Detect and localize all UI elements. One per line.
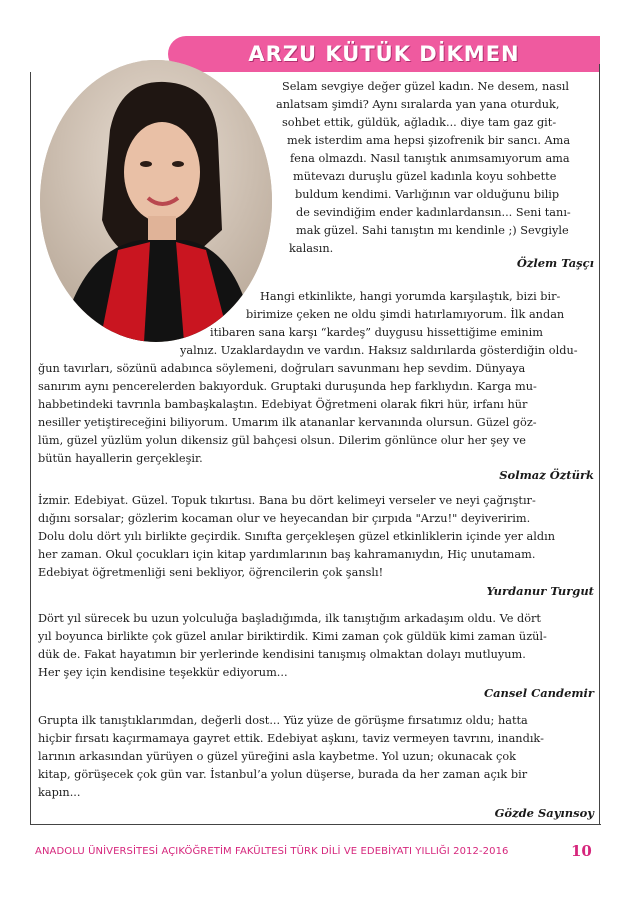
entry-line: sohbet ettik, güldük, ağladık... diye tam gaz git-: [282, 116, 557, 129]
entry-line: Dolu dolu dört yılı birlikte geçirdik. Sınıfta gerçekleşen güzel etkinliklerin içinde yer aldın: [38, 530, 556, 543]
entry-line: anlatsam şimdi? Aynı sıralarda yan yana oturduk,: [276, 98, 560, 111]
entry-line: kalasın.: [289, 242, 334, 255]
entry-line: kitap, görüşecek çok gün var. İstanbul’a yolun düşerse, burada da her zaman açık bir: [38, 768, 528, 781]
entry-line: dük de. Fakat hayatımın bir yerlerinde kendisini tanışmış olmaktan dolayı mutluyum.: [38, 648, 526, 661]
title-banner: [168, 36, 600, 72]
entry-line: habbetindeki tavrınla bambaşkalaştın. Edebiyat Öğretmeni olarak fikri hür, irfanı hür: [38, 398, 528, 411]
entry-line: mek isterdim ama hepsi şizofrenik bir sancı. Ama: [287, 134, 571, 147]
entry-line: bütün hayallerin gerçekleşir.: [38, 452, 203, 465]
entry-line: birimize çeken ne oldu şimdi hatırlamıyorum. İlk andan: [246, 308, 565, 321]
entry-line: yalnız. Uzaklardaydın ve vardın. Haksız saldırılarda gösterdiğin oldu-: [180, 344, 578, 357]
entry-line: Edebiyat öğretmenliği seni bekliyor, öğrencilerin çok şanslı!: [38, 566, 384, 579]
entry-line: İzmir. Edebiyat. Güzel. Topuk tıkırtısı. Bana bu dört kelimeyi verseler ve neyi çağrıştır-: [38, 494, 536, 507]
entry-5-text: [38, 712, 596, 802]
entry-line: larının arkasından yürüyen o güzel yüreğini asla kaybetme. Yol uzun; okunacak çok: [38, 750, 516, 763]
entry-line: sanırım aynı pencerelerden bakıyorduk. Gruptaki duruşunda hep farklıydın. Karga mu-: [38, 380, 537, 393]
entry-line: Selam sevgiye değer güzel kadın. Ne desem, nasıl: [282, 80, 569, 93]
entry-line: mütevazı duruşlu güzel kadınla koyu sohbette: [293, 170, 557, 183]
entry-1-author: Özlem Taşçı: [516, 256, 594, 270]
entry-line: Dört yıl sürecek bu uzun yolculuğa başladığımda, ilk tanıştığım arkadaşım oldu. Ve dört: [38, 612, 541, 625]
entry-line: itibaren sana karşı “kardeş” duygusu hissettiğime eminim: [210, 326, 544, 339]
entry-4-author: Cansel Candemir: [483, 686, 594, 700]
entry-line: her zaman. Okul çocukları için kitap yardımlarının baş kahramanıydın, Hiç unutamam.: [38, 548, 536, 561]
entry-line: Grupta ilk tanıştıklarımdan, değerli dost... Yüz yüze de görüşme fırsatımız oldu; hatta: [38, 714, 528, 727]
entry-line: Her şey için kendisine teşekkür ediyorum...: [38, 666, 288, 679]
entry-line: mak güzel. Sahi tanıştın mı kendinle ;) Sevgiyle: [296, 224, 569, 237]
entry-line: yıl boyunca birlikte çok güzel anılar biriktirdik. Kimi zaman çok güldük kimi zaman üzül-: [38, 630, 547, 643]
entry-line: Hangi etkinlikte, hangi yorumda karşılaştık, bizi bir-: [260, 290, 561, 303]
footer-text: ANADOLU ÜNİVERSİTESİ AÇIKÖĞRETİM FAKÜLTESİ TÜRK DİLİ VE EDEBİYATI YILLIĞI 2012-2016: [35, 846, 509, 857]
entry-line: fena olmazdı. Nasıl tanıştık anımsamıyorum ama: [290, 152, 570, 165]
entry-5-author: Gözde Sayınsoy: [494, 806, 594, 820]
page-title: ARZU KÜTÜK DİKMEN: [248, 42, 520, 66]
entry-2-text: [38, 288, 596, 468]
entry-1-text: [270, 78, 600, 258]
entry-4-text: [38, 610, 596, 682]
page-number: 10: [571, 842, 592, 860]
entry-line: buldum kendimi. Varlığının var olduğunu bilip: [295, 188, 560, 201]
entry-2-author: Solmaz Öztürk: [499, 468, 594, 482]
entry-line: nesiller yetiştireceğini biliyorum. Umarım ilk atananlar kervanında olursun. Güzel göz-: [38, 416, 537, 429]
entry-line: de sevindiğim ender kadınlardansın... Seni tanı-: [296, 206, 571, 219]
entry-3-author: Yurdanur Turgut: [486, 584, 594, 598]
entry-line: dığını sorsalar; gözlerim kocaman olur ve heyecandan bir çırpıda "Arzu!" deyiveririm.: [38, 512, 531, 525]
entry-3-text: [38, 492, 596, 582]
entry-line: hiçbir fırsatı kaçırmamaya gayret ettik. Edebiyat aşkını, taviz vermeyen tavrını, inandık-: [38, 732, 544, 745]
entry-line: kapın...: [38, 786, 81, 799]
entry-line: ğun tavırları, sözünü adabınca söylemeni, doğruları savunmanı hep sevdim. Dünyaya: [38, 362, 526, 375]
entry-line: lüm, güzel yüzlüm yolun dikensiz gül bahçesi olsun. Dilerim gönlünce olur her şey ve: [38, 434, 526, 447]
